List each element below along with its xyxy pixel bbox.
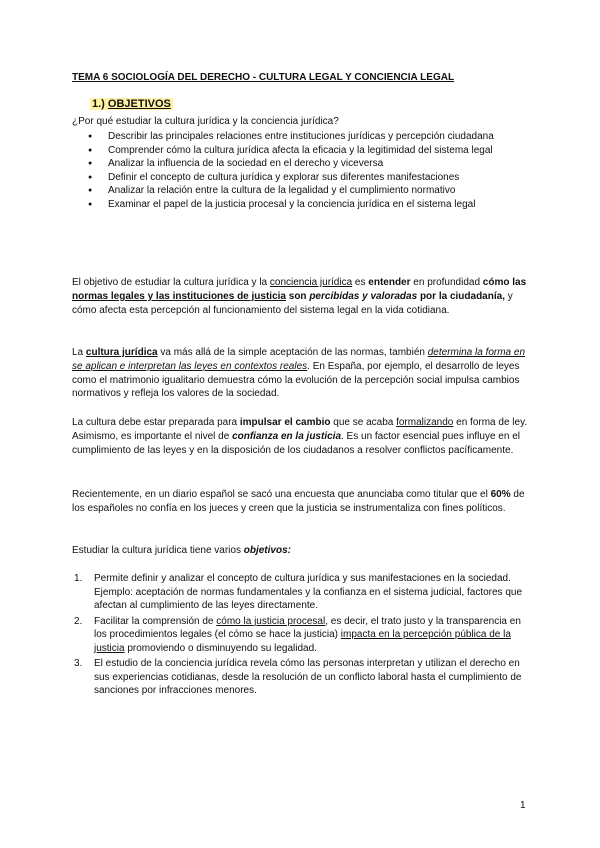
text-bold-italic: confianza en la justicia (232, 430, 341, 442)
text-underlined: conciencia jurídica (269, 277, 353, 288)
text-italic-underlined: determina la forma en se aplican e interpretan las leyes en contextos reales (72, 347, 526, 372)
text: El objetivo de estudiar la cultura jurídica y la (72, 277, 270, 288)
list-item (74, 572, 530, 613)
text-underlined: formalizando (396, 417, 454, 428)
list-number: 1. (74, 573, 83, 584)
paragraph-cultura-juridica (72, 346, 530, 401)
text: Recientemente, en un diario español se sacó una encuesta que anunciaba como titular que el (72, 489, 491, 500)
page-number: 1 (520, 800, 526, 811)
paragraph-encuesta (72, 488, 530, 516)
text-bold: impulsar el cambio (239, 417, 331, 428)
text-bold: son (285, 290, 310, 302)
text: Permite definir y analizar el concepto de cultura jurídica y sus manifestaciones en la sociedad. Ejemplo: aceptación de normas fundamentales y la confianza en el sistema judicial, factores que afectan al cumplimiento de las leyes directamente. (94, 573, 523, 611)
text: La cultura debe estar preparada para (72, 417, 240, 428)
text-bold-underlined: cultura jurídica (85, 347, 158, 358)
text: El estudio de la conciencia jurídica revela cómo las personas interpretan y utilizan el derecho en sus experiencias cotidianas, desde la resolución de un conflicto laboral hasta el cumplimiento de sanciones por infracciones menores. (94, 658, 522, 696)
list-item: ● Analizar la relación entre la cultura de la legalidad y el cumplimiento normativo (88, 184, 528, 198)
list-item: ● Analizar la influencia de la sociedad en el derecho y viceversa (88, 157, 528, 171)
text-bold-underlined: normas legales y las instituciones de justicia (72, 290, 286, 302)
list-item (74, 657, 530, 698)
text-bold-italic: percibidas y valoradas (309, 290, 418, 302)
list-number: 3. (74, 658, 83, 669)
text: de los españoles no confía en los jueces y creen que la justicia se instrumentaliza con fines políticos. (72, 489, 525, 514)
text-underlined: impacta en la percepción pública de la justicia (94, 629, 511, 654)
section-label: OBJETIVOS (107, 98, 171, 110)
text: . Es un factor esencial pues influye en el cumplimiento de las leyes y en la disposición de los ciudadanos a resolver conflictos pacíficamente. (72, 430, 520, 456)
text: La (72, 347, 86, 358)
section-number: 1.) (92, 98, 105, 110)
text: es decir, el trato justo y la transparencia en los procedimientos legales (el cómo se hace la justicia) (94, 615, 521, 640)
list-item: ● Describir las principales relaciones entre instituciones jurídicas y percepción ciudadana (88, 130, 528, 144)
text: y cómo afecta esta percepción al funcionamiento del sistema legal en la vida cotidiana. (72, 290, 513, 316)
text-bold: cómo las (482, 277, 527, 288)
list-number: 2. (74, 615, 83, 627)
text-bold: por la ciudadanía, (417, 290, 505, 302)
text: que se acaba (330, 417, 397, 428)
paragraph-objective (72, 276, 530, 317)
text: Estudiar la cultura jurídica tiene varios (72, 545, 244, 556)
text: va más allá de la simple aceptación de las normas, también (157, 347, 428, 358)
section-heading-objetivos (90, 98, 173, 110)
objectives-list (88, 130, 528, 211)
text: Facilitar la comprensión de (94, 615, 217, 627)
text-bold: 60% (490, 489, 511, 500)
list-item: ● Examinar el papel de la justicia procesal y la conciencia jurídica en el sistema legal (88, 198, 528, 212)
text: en profundidad (410, 277, 483, 288)
list-item: ● Definir el concepto de cultura jurídica y explorar sus diferentes manifestaciones (88, 171, 528, 185)
text: promoviendo o disminuyendo su legalidad. (124, 642, 317, 654)
text: . En España, por ejemplo, el desarrollo de leyes como el matrimonio igualitario demuestra cómo la evolución de la percepción social impulsa cambios normativos y refleja los valores de la sociedad. (72, 360, 520, 400)
text-bold: entender (368, 277, 411, 288)
text-underlined: cómo la justicia procesal, (216, 615, 328, 627)
numbered-objectives-list (74, 572, 530, 700)
list-item (74, 615, 530, 656)
text: en forma de ley. Asimismo, es importante el nivel de (72, 417, 528, 442)
paragraph-objetivos-intro (72, 544, 530, 558)
document-title: TEMA 6 SOCIOLOGÍA DEL DERECHO - CULTURA LEGAL Y CONCIENCIA LEGAL (72, 72, 455, 83)
list-item: ● Comprender cómo la cultura jurídica afecta la eficacia y la legitimidad del sistema legal (88, 144, 528, 158)
intro-question: ¿Por qué estudiar la cultura jurídica y la conciencia jurídica? (72, 116, 339, 127)
text-bold-italic: objetivos: (243, 545, 291, 556)
text: es (352, 277, 369, 288)
paragraph-cambio (72, 416, 530, 457)
